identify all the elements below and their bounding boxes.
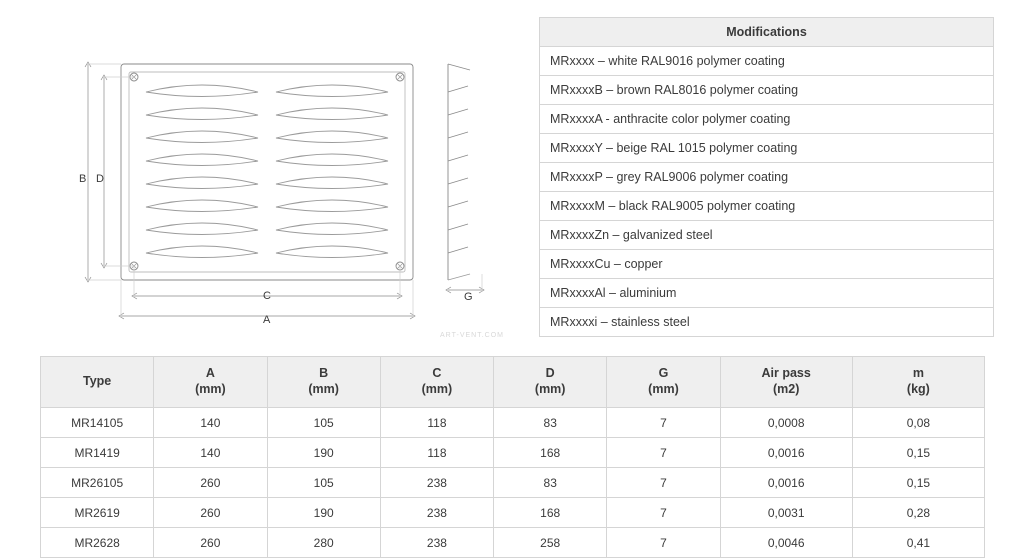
column-header-type: Type <box>41 357 154 408</box>
cell-air-pass: 0,0046 <box>720 528 852 558</box>
cell-a: 140 <box>154 438 267 468</box>
cell-g: 7 <box>607 468 720 498</box>
dimension-label-d: D <box>96 173 104 185</box>
table-row <box>540 279 994 308</box>
column-header-g: G (mm) <box>607 357 720 408</box>
table-header-row <box>540 18 994 47</box>
cell-c: 238 <box>380 468 493 498</box>
modification-item: MRxxxxZn – galvanized steel <box>540 221 994 250</box>
cell-mass: 0,15 <box>852 468 984 498</box>
modification-item: MRxxxxCu – copper <box>540 250 994 279</box>
modification-item: MRxxxxi – stainless steel <box>540 308 994 337</box>
cell-a: 260 <box>154 528 267 558</box>
cell-d: 83 <box>494 408 607 438</box>
cell-b: 105 <box>267 408 380 438</box>
watermark: ART-VENT.COM <box>440 332 504 339</box>
table-row <box>41 528 985 558</box>
table-row <box>41 408 985 438</box>
table-row <box>540 105 994 134</box>
cell-type: MR2628 <box>41 528 154 558</box>
cell-type: MR1419 <box>41 438 154 468</box>
cell-c: 238 <box>380 498 493 528</box>
cell-mass: 0,41 <box>852 528 984 558</box>
cell-b: 105 <box>267 468 380 498</box>
dimension-label-b: B <box>79 173 87 185</box>
grille-drawing-svg <box>0 0 530 340</box>
cell-mass: 0,15 <box>852 438 984 468</box>
cell-a: 260 <box>154 468 267 498</box>
cell-air-pass: 0,0016 <box>720 468 852 498</box>
column-header-a: A (mm) <box>154 357 267 408</box>
table-row <box>540 221 994 250</box>
table-row <box>540 47 994 76</box>
louvre-blades <box>146 85 388 258</box>
grille-outer-frame <box>121 64 413 280</box>
modification-item: MRxxxxA - anthracite color polymer coating <box>540 105 994 134</box>
cell-type: MR14105 <box>41 408 154 438</box>
dimension-lines <box>85 62 415 319</box>
cell-g: 7 <box>607 528 720 558</box>
dimension-label-a: A <box>263 314 271 326</box>
table-row <box>41 438 985 468</box>
cell-d: 168 <box>494 498 607 528</box>
cell-g: 7 <box>607 498 720 528</box>
column-header-d: D (mm) <box>494 357 607 408</box>
cell-b: 280 <box>267 528 380 558</box>
table-row <box>540 250 994 279</box>
cell-mass: 0,28 <box>852 498 984 528</box>
table-row <box>41 498 985 528</box>
table-row <box>540 76 994 105</box>
cell-c: 118 <box>380 408 493 438</box>
table-row <box>540 192 994 221</box>
cell-d: 168 <box>494 438 607 468</box>
table-row <box>540 308 994 337</box>
column-header-air-pass: Air pass (m2) <box>720 357 852 408</box>
dimension-label-c: C <box>263 290 271 302</box>
modifications-table <box>539 17 994 337</box>
column-header-b: B (mm) <box>267 357 380 408</box>
table-header-row <box>41 357 985 408</box>
cell-c: 238 <box>380 528 493 558</box>
table-row <box>41 468 985 498</box>
cell-a: 260 <box>154 498 267 528</box>
side-section-view <box>446 64 484 293</box>
cell-type: MR26105 <box>41 468 154 498</box>
modification-item: MRxxxxP – grey RAL9006 polymer coating <box>540 163 994 192</box>
specifications-table <box>40 356 985 558</box>
cell-air-pass: 0,0008 <box>720 408 852 438</box>
dimension-label-g: G <box>464 291 473 303</box>
cell-air-pass: 0,0016 <box>720 438 852 468</box>
modification-item: MRxxxxB – brown RAL8016 polymer coating <box>540 76 994 105</box>
column-header-mass: m (kg) <box>852 357 984 408</box>
cell-b: 190 <box>267 498 380 528</box>
table-row <box>540 163 994 192</box>
cell-g: 7 <box>607 408 720 438</box>
technical-drawing <box>0 0 530 340</box>
cell-a: 140 <box>154 408 267 438</box>
modifications-header: Modifications <box>540 18 994 47</box>
cell-g: 7 <box>607 438 720 468</box>
cell-mass: 0,08 <box>852 408 984 438</box>
cell-d: 258 <box>494 528 607 558</box>
cell-type: MR2619 <box>41 498 154 528</box>
modification-item: MRxxxx – white RAL9016 polymer coating <box>540 47 994 76</box>
modification-item: MRxxxxAl – aluminium <box>540 279 994 308</box>
modification-item: MRxxxxY – beige RAL 1015 polymer coating <box>540 134 994 163</box>
cell-d: 83 <box>494 468 607 498</box>
column-header-c: C (mm) <box>380 357 493 408</box>
cell-c: 118 <box>380 438 493 468</box>
cell-b: 190 <box>267 438 380 468</box>
table-row <box>540 134 994 163</box>
modification-item: MRxxxxM – black RAL9005 polymer coating <box>540 192 994 221</box>
cell-air-pass: 0,0031 <box>720 498 852 528</box>
